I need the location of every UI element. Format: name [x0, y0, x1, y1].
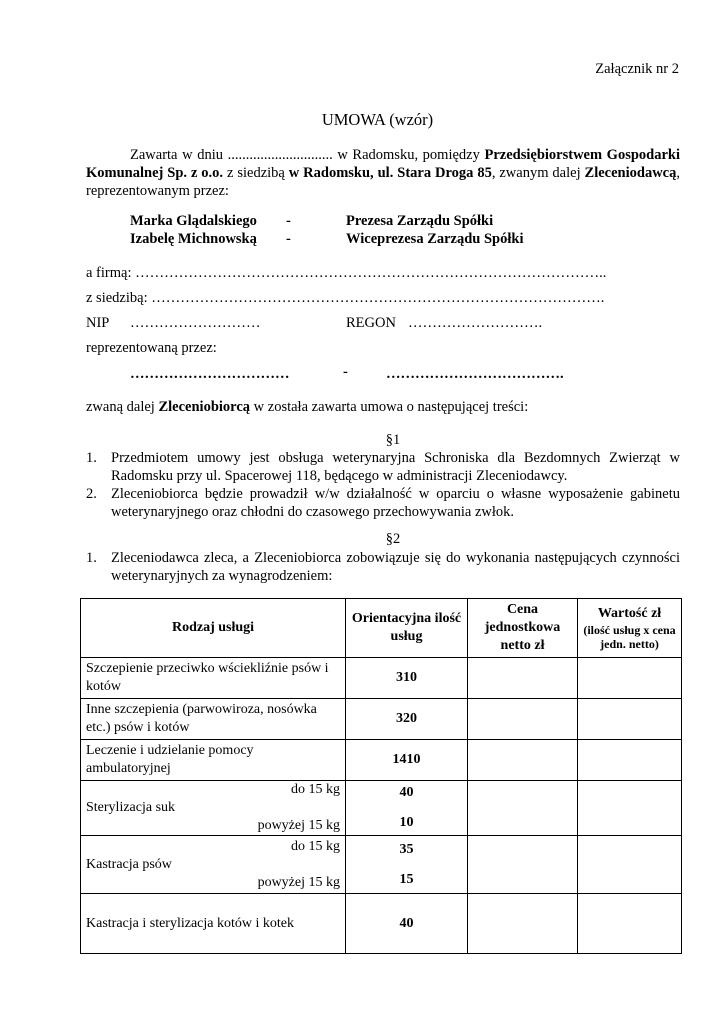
intro-text-1: Zawarta w dniu ............................. w Radomsku, pomiędzy	[130, 147, 485, 163]
cell-price[interactable]	[468, 658, 578, 699]
header-value-label: Wartość zł	[597, 606, 662, 621]
qty-2: 10	[399, 815, 414, 830]
cell-service: Kastracja i sterylizacja kotów i kotek	[81, 894, 346, 954]
sub-weight-1: do 15 kg	[291, 782, 340, 797]
attachment-label: Załącznik nr 2	[595, 61, 679, 77]
section1-list	[86, 449, 680, 521]
firm-field: a firmą: ……………………………………………………………………………………..	[86, 265, 607, 281]
cell-qty	[346, 836, 468, 894]
sub-service-name: Kastracja psów	[86, 856, 172, 872]
table-row	[81, 894, 682, 954]
rep-dash-contractor: -	[343, 364, 348, 380]
table-header-row	[81, 599, 682, 658]
item-number: 1.	[86, 550, 97, 566]
intro-paragraph	[86, 146, 680, 200]
intro-text-4: , reprezentowanym przez:	[86, 165, 680, 199]
rep-name: Marka Glądalskiego	[130, 213, 257, 229]
item-number: 1.	[86, 450, 97, 466]
cell-price[interactable]	[468, 699, 578, 740]
cell-qty: 40	[346, 894, 468, 954]
seat-field: z siedzibą: ………………………………………………………………………………….	[86, 290, 605, 306]
intro-company: Przedsiębiorstwem Gospodarki Komunalnej Sp. z o.o.	[86, 147, 680, 181]
intro-seat: w Radomsku, ul. Stara Droga 85	[288, 165, 492, 181]
header-qty: Orientacyjna ilość usług	[346, 599, 468, 658]
table-row-sterilization	[81, 781, 682, 836]
rep-dash: -	[286, 213, 291, 229]
item-number: 2.	[86, 486, 97, 502]
rep-dots-1: ……………………………	[130, 366, 290, 382]
rep-dots-2: ……………………………….	[386, 366, 564, 382]
intro-text-3: , zwanym dalej	[491, 165, 585, 181]
called-contractor: Zleceniobiorcą	[158, 399, 251, 415]
header-service: Rodzaj usługi	[81, 599, 346, 658]
regon-label: REGON	[346, 315, 396, 331]
sub-weight-2: powyżej 15 kg	[257, 818, 340, 833]
cell-price[interactable]	[468, 894, 578, 954]
cell-value[interactable]	[578, 658, 682, 699]
item-text: Zleceniobiorca będzie prowadził w/w działalność w oparciu o własne wyposażenie gabinetu weterynaryjnego oraz chłodni do czasowego przechowywania zwłok.	[111, 486, 680, 520]
cell-qty: 310	[346, 658, 468, 699]
section2-symbol: §2	[385, 531, 401, 547]
intro-text-2: z siedzibą	[223, 165, 289, 181]
rep-role: Prezesa Zarządu Spółki	[346, 213, 494, 229]
list-item	[86, 549, 680, 585]
qty-1: 40	[399, 785, 414, 800]
cell-price[interactable]	[468, 836, 578, 894]
table-row	[81, 658, 682, 699]
cell-service	[81, 836, 346, 894]
cell-value[interactable]	[578, 740, 682, 781]
section1-symbol: §1	[385, 432, 401, 448]
cell-service	[81, 781, 346, 836]
cell-qty: 1410	[346, 740, 468, 781]
cell-qty: 320	[346, 699, 468, 740]
called-suffix: w została zawarta umowa o następującej treści:	[250, 399, 529, 415]
cell-service: Leczenie i udzielanie pomocy ambulatoryjnej	[81, 740, 346, 781]
intro-client: Zleceniodawcą	[584, 165, 677, 181]
header-value-note: (ilość usług x cena jedn. netto)	[583, 623, 676, 651]
list-item	[86, 485, 680, 521]
cell-value[interactable]	[578, 781, 682, 836]
represented-label: reprezentowaną przez:	[86, 340, 217, 356]
cell-value[interactable]	[578, 836, 682, 894]
rep-name: Izabelę Michnowską	[130, 231, 257, 247]
cell-value[interactable]	[578, 894, 682, 954]
table-row-castration	[81, 836, 682, 894]
regon-field: ……………………….	[408, 315, 543, 331]
called-line	[86, 399, 528, 416]
table-row	[81, 699, 682, 740]
item-text: Przedmiotem umowy jest obsługa weterynaryjna Schroniska dla Bezdomnych Zwierząt w Radomsku przy ul. Spacerowej 118, będącego w administracji Zleceniodawcy.	[111, 450, 680, 484]
cell-price[interactable]	[468, 740, 578, 781]
cell-service: Szczepienie przeciwko wściekliźnie psów i kotów	[81, 658, 346, 699]
nip-label: NIP	[86, 315, 110, 331]
nip-field: ………………………	[130, 315, 261, 331]
table-row	[81, 740, 682, 781]
item-text: Zleceniodawca zleca, a Zleceniobiorca zobowiązuje się do wykonania następujących czynności weterynaryjnych za wynagrodzeniem:	[111, 550, 680, 584]
called-prefix: zwaną dalej	[86, 399, 159, 415]
cell-qty	[346, 781, 468, 836]
qty-2: 15	[399, 871, 414, 887]
cell-price[interactable]	[468, 781, 578, 836]
sub-service-name: Sterylizacja suk	[86, 800, 176, 815]
header-price: Cena jednostkowa netto zł	[468, 599, 578, 658]
sub-weight-1: do 15 kg	[291, 838, 340, 854]
qty-1: 35	[399, 841, 414, 857]
cell-service: Inne szczepienia (parwowiroza, nosówka etc.) psów i kotów	[81, 699, 346, 740]
rep-dash: -	[286, 231, 291, 247]
rep-role: Wiceprezesa Zarządu Spółki	[346, 231, 524, 247]
list-item	[86, 449, 680, 485]
cell-value[interactable]	[578, 699, 682, 740]
sub-weight-2: powyżej 15 kg	[257, 874, 340, 890]
header-value	[578, 599, 682, 658]
services-table	[80, 598, 682, 954]
section2-list	[86, 549, 680, 585]
document-title: UMOWA (wzór)	[321, 110, 434, 129]
